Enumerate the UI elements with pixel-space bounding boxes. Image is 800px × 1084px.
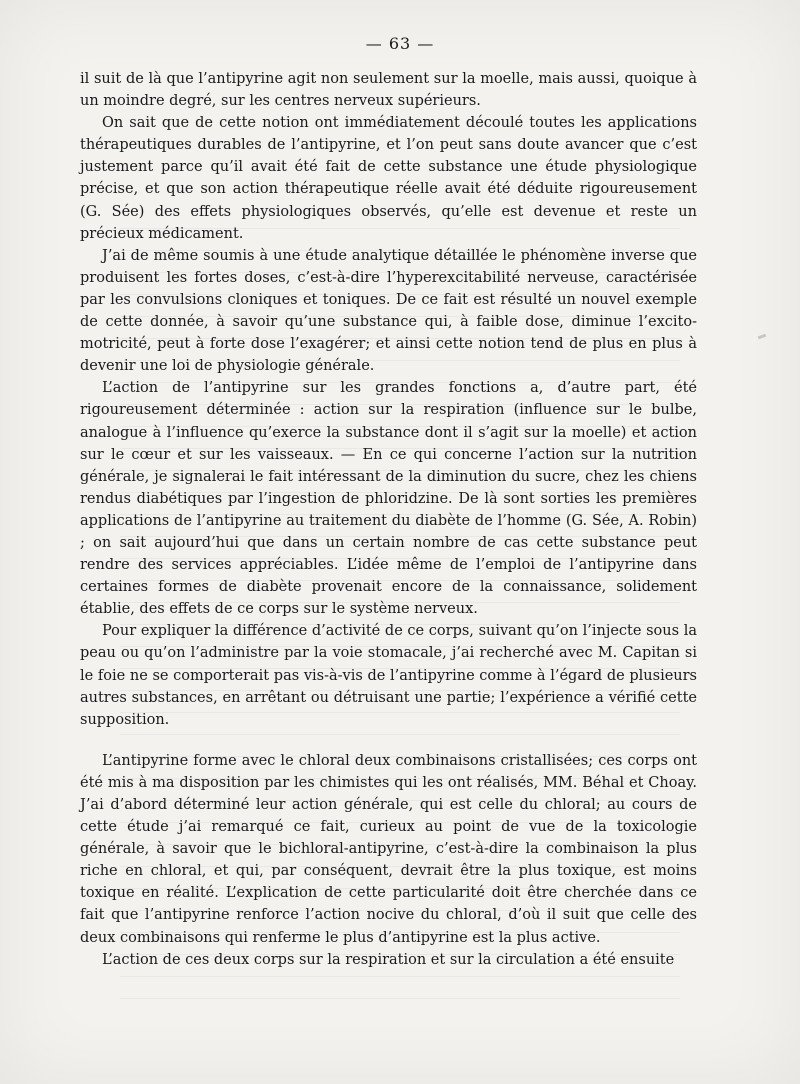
- paragraph-1: il suit de là que l’antipyrine agit non seulement sur la moelle, mais aussi, quoique à un moindre degré, sur les centres nerveux supérieurs.: [80, 71, 697, 110]
- paragraph-4: L’action de l’antipyrine sur les grandes fonctions a, d’autre part, été rigoureusement déterminée : action sur la respiration (influence sur le bulbe, analogue à l’influence qu’exerce la substance dont il s’agit sur la moelle) et action sur le cœur et sur les vaisseaux. — En ce qui concerne l’action sur la nutrition générale, je signalerai le fait intéressant de la diminution du sucre, chez les chiens rendus diabétiques par l’ingestion de phloridzine. De là sont sorties les premières applications de l’antipyrine au traitement du diabète de l’homme (G. Sée, A. Robin) ; on sait aujourd’hui que dans un certain nombre de cas cette substance peut rendre des services appréciables. L’idée même de l’emploi de l’antipyrine dans certaines formes de diabète provenait encore de la connaissance, solidement établie, des effets de ce corps sur le système nerveux.: [80, 380, 697, 618]
- paragraph-5: Pour expliquer la différence d’activité de ce corps, suivant qu’on l’injecte sous la peau ou qu’on l’administre par la voie stomacale, j’ai recherché avec M. Capitan si le foie ne se comporterait pas vis-à-vis de l’antipyrine comme à l’égard de plusieurs autres substances, en arrêtant ou détruisant une partie; l’expérience a vérifié cette supposition.: [80, 623, 697, 728]
- paragraph-2: On sait que de cette notion ont immédiatement découlé toutes les applications thérapeutiques durables de l’antipyrine, et l’on peut sans doute avancer que c’est justement parce qu’il avait été fait de cette substance une étude physiologique précise, et que son action thérapeutique réelle avait été déduite rigoureusement (G. Sée) des effets physiologiques observés, qu’elle est devenue et reste un précieux médicament.: [80, 115, 697, 242]
- margin-mark: [758, 334, 767, 340]
- paragraph-3: J’ai de même soumis à une étude analytique détaillée le phénomène inverse que produisent les fortes doses, c’est-à-dire l’hyperexcitabilité nerveuse, caractérisée par les convulsions cloniques et toniques. De ce fait est résulté un nouvel exemple de cette donnée, à savoir qu’une substance qui, à faible dose, diminue l’excito-motricité, peut à forte dose l’exagérer; et ainsi cette notion tend de plus en plus à devenir une loi de physiologie générale.: [80, 247, 697, 375]
- page-number: — 63 —: [365, 34, 435, 53]
- paragraph-7: L’action de ces deux corps sur la respiration et sur la circulation a été ensuite: [102, 951, 675, 968]
- paragraph-6: L’antipyrine forme avec le chloral deux combinaisons cristallisées; ces corps ont été mis à ma disposition par les chimistes qui les ont réalisés, MM. Béhal et Choay. J’ai d’abord déterminé leur action générale, qui est celle du chloral; au cours de cette étude j’ai remarqué ce fait, curieux au point de vue de la toxicologie générale, à savoir que le bichloral-antipyrine, c’est-à-dire la combinaison la plus riche en chloral, et qui, par conséquent, devrait être la plus toxique, est moins toxique en réalité. L’explication de cette particularité doit être cherchée dans ce fait que l’antipyrine renforce l’action nocive du chloral, d’où il suit que celle des deux combinaisons qui renferme le plus d’antipyrine est la plus active.: [80, 752, 697, 946]
- body-text: [80, 68, 697, 971]
